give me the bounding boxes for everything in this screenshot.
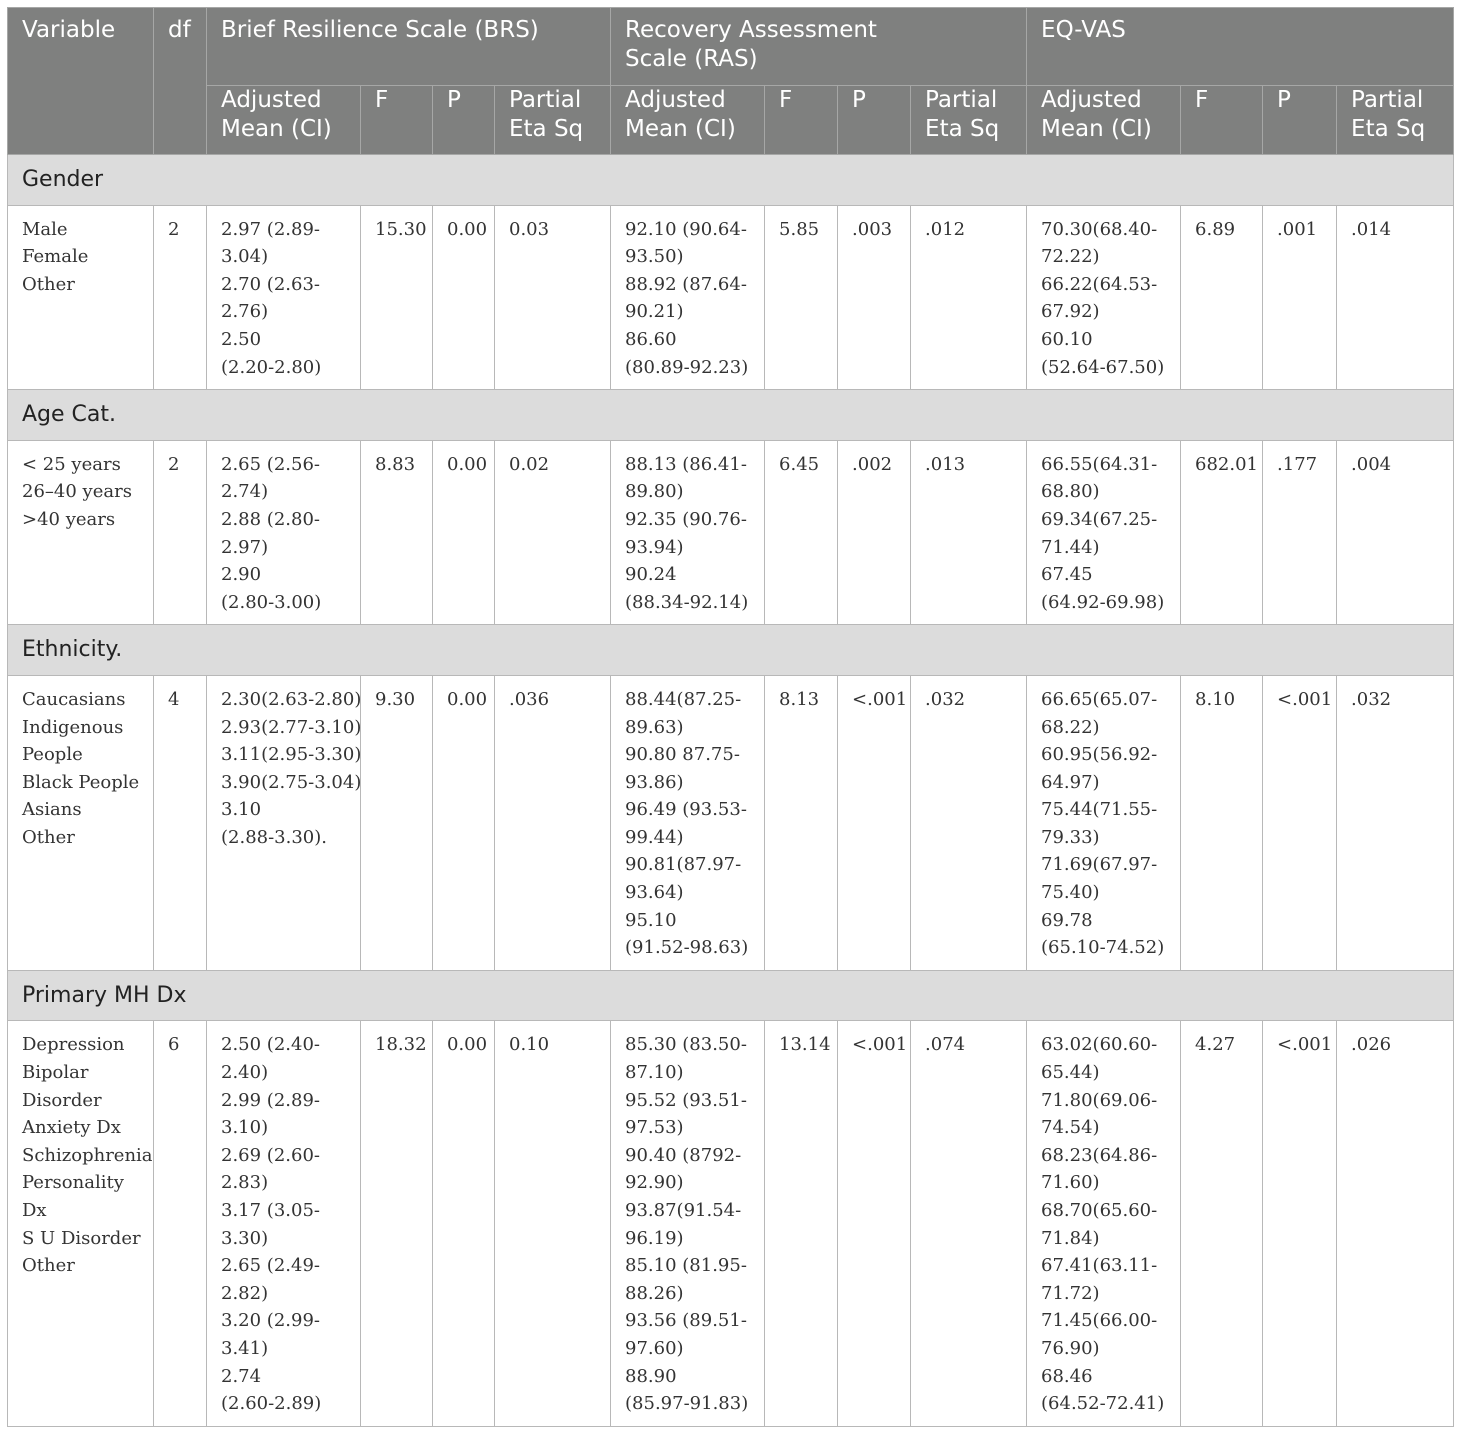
- ras-f-value: 6.45: [765, 440, 838, 625]
- brs-adjusted-mean-line: (2.80-3.00): [221, 591, 322, 613]
- header-brs-mean: Adjusted Mean (CI): [207, 86, 361, 155]
- variable-levels-line: Other: [22, 273, 75, 295]
- ras-f-value: 13.14: [765, 1021, 838, 1426]
- brs-adjusted-mean-line: 2.76): [221, 301, 269, 323]
- brs-adjusted-mean-line: 3.41): [221, 1337, 269, 1359]
- eq-f-value: 6.89: [1181, 205, 1263, 390]
- eq-partial-eta-sq: .026: [1337, 1021, 1454, 1426]
- ras-adjusted-mean-line: 97.53): [625, 1117, 684, 1139]
- ras-f-value: 5.85: [765, 205, 838, 390]
- eq-adjusted-mean-line: 74.54): [1041, 1117, 1100, 1139]
- brs-adjusted-mean-line: 2.65 (2.49-: [221, 1255, 320, 1277]
- eq-adjusted-mean-line: 71.72): [1041, 1282, 1100, 1304]
- brs-adjusted-mean: [207, 440, 361, 625]
- variable-levels-line: Anxiety Dx: [22, 1117, 121, 1139]
- header-eq-f: F: [1181, 86, 1263, 155]
- ras-adjusted-mean-line: 89.80): [625, 481, 684, 503]
- eq-adjusted-mean-line: 69.78: [1041, 909, 1093, 931]
- eq-adjusted-mean-line: 76.90): [1041, 1337, 1100, 1359]
- brs-adjusted-mean-line: 2.74: [221, 1365, 262, 1387]
- eq-adjusted-mean-line: 65.44): [1041, 1062, 1100, 1084]
- table-row: [8, 440, 1454, 625]
- table-row: [8, 205, 1454, 390]
- header-ras-p: P: [838, 86, 911, 155]
- brs-adjusted-mean-line: (2.20-2.80): [221, 356, 322, 378]
- ras-adjusted-mean-line: 90.40 (8792-: [625, 1144, 742, 1166]
- eq-adjusted-mean-line: 68.22): [1041, 716, 1100, 738]
- brs-partial-eta-sq: 0.02: [495, 440, 611, 625]
- eq-partial-eta-sq: .032: [1337, 675, 1454, 970]
- brs-adjusted-mean-line: 2.93(2.77-3.10): [221, 716, 362, 738]
- eq-partial-eta-sq: .014: [1337, 205, 1454, 390]
- eq-adjusted-mean-line: 60.10: [1041, 328, 1093, 350]
- variable-levels-line: Bipolar: [22, 1062, 89, 1084]
- brs-p-value: 0.00: [433, 675, 495, 970]
- ras-adjusted-mean: [611, 675, 765, 970]
- brs-adjusted-mean-line: 3.90(2.75-3.04): [221, 771, 362, 793]
- brs-adjusted-mean-line: 2.97): [221, 536, 269, 558]
- header-brs-eta: Partial Eta Sq: [495, 86, 611, 155]
- eq-adjusted-mean-line: (52.64-67.50): [1041, 356, 1165, 378]
- ras-adjusted-mean: [611, 1021, 765, 1426]
- eq-adjusted-mean-line: 75.40): [1041, 882, 1100, 904]
- eq-adjusted-mean-line: 60.95(56.92-: [1041, 744, 1158, 766]
- brs-adjusted-mean-line: 3.30): [221, 1227, 269, 1249]
- eq-adjusted-mean-line: (64.52-72.41): [1041, 1393, 1165, 1415]
- ras-p-value: <.001: [838, 675, 911, 970]
- header-variable: Variable: [8, 8, 154, 155]
- eq-adjusted-mean-line: 68.46: [1041, 1365, 1093, 1387]
- ras-adjusted-mean-line: 90.24: [625, 564, 677, 586]
- eq-adjusted-mean-line: 67.45: [1041, 564, 1093, 586]
- ras-partial-eta-sq: .012: [911, 205, 1027, 390]
- header-ras-eta: Partial Eta Sq: [911, 86, 1027, 155]
- eq-adjusted-mean-line: 68.80): [1041, 481, 1100, 503]
- eq-adjusted-mean-line: 79.33): [1041, 826, 1100, 848]
- variable-levels-line: People: [22, 744, 83, 766]
- brs-p-value: 0.00: [433, 1021, 495, 1426]
- ras-adjusted-mean-line: 95.10: [625, 909, 677, 931]
- brs-adjusted-mean-line: 2.97 (2.89-: [221, 218, 320, 240]
- ras-adjusted-mean-line: 97.60): [625, 1337, 684, 1359]
- variable-levels-line: Schizophrenia: [22, 1144, 153, 1166]
- eq-adjusted-mean-line: 71.45(66.00-: [1041, 1310, 1158, 1332]
- ras-adjusted-mean-line: 88.26): [625, 1282, 684, 1304]
- ras-adjusted-mean-line: 95.52 (93.51-: [625, 1089, 747, 1111]
- brs-adjusted-mean-line: 2.74): [221, 481, 269, 503]
- variable-levels-line: Indigenous: [22, 716, 124, 738]
- brs-adjusted-mean-line: 2.50 (2.40-: [221, 1034, 320, 1056]
- variable-levels-line: 26–40 years: [22, 481, 132, 503]
- brs-adjusted-mean-line: 3.10: [221, 799, 262, 821]
- ras-adjusted-mean-line: (88.34-92.14): [625, 591, 749, 613]
- variable-levels-line: < 25 years: [22, 453, 121, 475]
- df-cell: 2: [154, 440, 207, 625]
- ras-adjusted-mean-line: 88.92 (87.64-: [625, 273, 747, 295]
- brs-adjusted-mean-line: 3.11(2.95-3.30): [221, 744, 362, 766]
- eq-adjusted-mean-line: 66.22(64.53-: [1041, 273, 1158, 295]
- brs-adjusted-mean: [207, 205, 361, 390]
- section-row: [8, 155, 1454, 206]
- header-brs-f: F: [361, 86, 433, 155]
- variable-levels: [8, 1021, 154, 1426]
- brs-adjusted-mean-line: 2.83): [221, 1172, 269, 1194]
- eq-adjusted-mean-line: 71.44): [1041, 536, 1100, 558]
- ras-adjusted-mean-line: 88.13 (86.41-: [625, 453, 747, 475]
- header-row-subcolumns: [8, 86, 1454, 155]
- eq-p-value: <.001: [1263, 675, 1337, 970]
- brs-adjusted-mean-line: (2.60-2.89): [221, 1393, 322, 1415]
- eq-adjusted-mean-line: 68.70(65.60-: [1041, 1200, 1158, 1221]
- eq-adjusted-mean-line: 70.30(68.40-: [1041, 218, 1158, 240]
- eq-adjusted-mean-line: 67.41(63.11-: [1041, 1255, 1158, 1277]
- brs-adjusted-mean-line: 2.30(2.63-2.80): [221, 688, 362, 710]
- variable-levels-line: Asians: [22, 799, 82, 821]
- eq-partial-eta-sq: .004: [1337, 440, 1454, 625]
- ras-adjusted-mean-line: (80.89-92.23): [625, 356, 749, 378]
- header-ras-f: F: [765, 86, 838, 155]
- variable-levels-line: Depression: [22, 1034, 125, 1056]
- brs-partial-eta-sq: .036: [495, 675, 611, 970]
- section-title: Ethnicity.: [8, 625, 1454, 676]
- brs-p-value: 0.00: [433, 440, 495, 625]
- brs-adjusted-mean-line: 2.88 (2.80-: [221, 508, 320, 530]
- ras-adjusted-mean-line: 89.63): [625, 716, 684, 738]
- ras-p-value: <.001: [838, 1021, 911, 1426]
- brs-adjusted-mean-line: 2.65 (2.56-: [221, 453, 320, 475]
- header-ras-mean: Adjusted Mean (CI): [611, 86, 765, 155]
- header-eq-mean: Adjusted Mean (CI): [1027, 86, 1181, 155]
- header-df: df: [154, 8, 207, 155]
- ras-adjusted-mean-line: 96.49 (93.53-: [625, 799, 747, 821]
- eq-adjusted-mean-line: 75.44(71.55-: [1041, 799, 1158, 821]
- brs-adjusted-mean-line: 3.17 (3.05-: [221, 1200, 320, 1221]
- brs-adjusted-mean-line: 3.10): [221, 1117, 269, 1139]
- table-row: [8, 1021, 1454, 1426]
- eq-adjusted-mean: [1027, 1021, 1181, 1426]
- df-cell: 6: [154, 1021, 207, 1426]
- brs-f-value: 8.83: [361, 440, 433, 625]
- eq-f-value: 4.27: [1181, 1021, 1263, 1426]
- eq-adjusted-mean-line: 66.65(65.07-: [1041, 688, 1158, 710]
- header-ras: Recovery Assessment Scale (RAS): [611, 8, 1027, 86]
- results-table: [7, 7, 1454, 1427]
- variable-levels-line: Personality: [22, 1172, 124, 1194]
- eq-adjusted-mean-line: 69.34(67.25-: [1041, 508, 1158, 530]
- eq-adjusted-mean-line: 72.22): [1041, 246, 1100, 268]
- brs-adjusted-mean-line: 2.50: [221, 328, 262, 350]
- brs-adjusted-mean: [207, 1021, 361, 1426]
- eq-p-value: .001: [1263, 205, 1337, 390]
- ras-adjusted-mean-line: 87.10): [625, 1062, 684, 1084]
- ras-adjusted-mean-line: 93.94): [625, 536, 684, 558]
- section-row: [8, 390, 1454, 441]
- variable-levels-line: >40 years: [22, 508, 116, 530]
- brs-adjusted-mean-line: 2.40): [221, 1062, 269, 1084]
- table-row: [8, 675, 1454, 970]
- ras-adjusted-mean: [611, 440, 765, 625]
- ras-adjusted-mean-line: (91.52-98.63): [625, 937, 749, 959]
- brs-adjusted-mean-line: 2.99 (2.89-: [221, 1089, 320, 1111]
- eq-adjusted-mean-line: 64.97): [1041, 771, 1100, 793]
- eq-adjusted-mean-line: 71.84): [1041, 1227, 1100, 1249]
- header-eq-p: P: [1263, 86, 1337, 155]
- ras-adjusted-mean-line: 93.56 (89.51-: [625, 1310, 747, 1332]
- ras-p-value: .002: [838, 440, 911, 625]
- df-cell: 4: [154, 675, 207, 970]
- ras-adjusted-mean-line: 93.50): [625, 246, 684, 268]
- ras-adjusted-mean-line: 93.87(91.54-: [625, 1200, 742, 1221]
- header-brs-p: P: [433, 86, 495, 155]
- brs-adjusted-mean: [207, 675, 361, 970]
- variable-levels-line: Male: [22, 218, 68, 240]
- ras-adjusted-mean-line: (85.97-91.83): [625, 1393, 749, 1415]
- ras-adjusted-mean-line: 86.60: [625, 328, 677, 350]
- header-row-groups: [8, 8, 1454, 86]
- brs-adjusted-mean-line: 3.04): [221, 246, 269, 268]
- eq-adjusted-mean: [1027, 675, 1181, 970]
- eq-adjusted-mean: [1027, 440, 1181, 625]
- section-row: [8, 970, 1454, 1021]
- ras-adjusted-mean-line: 90.80 87.75-: [625, 744, 740, 766]
- eq-adjusted-mean-line: 66.55(64.31-: [1041, 453, 1158, 475]
- ras-adjusted-mean-line: 85.30 (83.50-: [625, 1034, 747, 1056]
- brs-adjusted-mean-line: 2.82): [221, 1282, 269, 1304]
- ras-adjusted-mean-line: 90.21): [625, 301, 684, 323]
- brs-adjusted-mean-line: 2.69 (2.60-: [221, 1144, 320, 1166]
- variable-levels-line: Other: [22, 826, 75, 848]
- brs-partial-eta-sq: 0.10: [495, 1021, 611, 1426]
- ras-adjusted-mean-line: 92.35 (90.76-: [625, 508, 747, 530]
- brs-adjusted-mean-line: 2.90: [221, 564, 262, 586]
- ras-adjusted-mean-line: 88.44(87.25-: [625, 688, 742, 710]
- ras-adjusted-mean-line: 85.10 (81.95-: [625, 1255, 747, 1277]
- df-cell: 2: [154, 205, 207, 390]
- variable-levels: [8, 205, 154, 390]
- eq-p-value: <.001: [1263, 1021, 1337, 1426]
- eq-adjusted-mean-line: 71.60): [1041, 1172, 1100, 1194]
- ras-adjusted-mean-line: 93.64): [625, 882, 684, 904]
- ras-adjusted-mean-line: 92.90): [625, 1172, 684, 1194]
- ras-adjusted-mean-line: 90.81(87.97-: [625, 854, 742, 876]
- ras-p-value: .003: [838, 205, 911, 390]
- ras-adjusted-mean: [611, 205, 765, 390]
- eq-adjusted-mean-line: (65.10-74.52): [1041, 937, 1165, 959]
- ras-adjusted-mean-line: 99.44): [625, 826, 684, 848]
- section-title: Gender: [8, 155, 1454, 206]
- variable-levels-line: Dx: [22, 1200, 47, 1221]
- variable-levels-line: Caucasians: [22, 688, 126, 710]
- eq-adjusted-mean-line: 63.02(60.60-: [1041, 1034, 1158, 1056]
- variable-levels-line: S U Disorder: [22, 1227, 141, 1249]
- eq-adjusted-mean-line: 67.92): [1041, 301, 1100, 323]
- ras-adjusted-mean-line: 88.90: [625, 1365, 677, 1387]
- header-eq-vas: EQ-VAS: [1027, 8, 1454, 86]
- variable-levels: [8, 440, 154, 625]
- brs-f-value: 15.30: [361, 205, 433, 390]
- header-brs: Brief Resilience Scale (BRS): [207, 8, 611, 86]
- table-body: [8, 155, 1454, 1427]
- section-title: Age Cat.: [8, 390, 1454, 441]
- eq-adjusted-mean: [1027, 205, 1181, 390]
- brs-p-value: 0.00: [433, 205, 495, 390]
- ras-partial-eta-sq: .013: [911, 440, 1027, 625]
- eq-f-value: 8.10: [1181, 675, 1263, 970]
- variable-levels-line: Black People: [22, 771, 140, 793]
- header-eq-eta: Partial Eta Sq: [1337, 86, 1454, 155]
- ras-partial-eta-sq: .032: [911, 675, 1027, 970]
- eq-adjusted-mean-line: 71.80(69.06-: [1041, 1089, 1158, 1111]
- eq-adjusted-mean-line: (64.92-69.98): [1041, 591, 1165, 613]
- brs-f-value: 18.32: [361, 1021, 433, 1426]
- brs-adjusted-mean-line: 3.20 (2.99-: [221, 1310, 320, 1332]
- eq-f-value: 682.01: [1181, 440, 1263, 625]
- brs-f-value: 9.30: [361, 675, 433, 970]
- ras-adjusted-mean-line: 92.10 (90.64-: [625, 218, 747, 240]
- eq-adjusted-mean-line: 71.69(67.97-: [1041, 854, 1158, 876]
- eq-adjusted-mean-line: 68.23(64.86-: [1041, 1144, 1158, 1166]
- brs-adjusted-mean-line: (2.88-3.30).: [221, 826, 328, 848]
- ras-adjusted-mean-line: 93.86): [625, 771, 684, 793]
- ras-f-value: 8.13: [765, 675, 838, 970]
- variable-levels-line: Female: [22, 246, 89, 268]
- variable-levels-line: Other: [22, 1255, 75, 1277]
- section-title: Primary MH Dx: [8, 970, 1454, 1021]
- brs-adjusted-mean-line: 2.70 (2.63-: [221, 273, 320, 295]
- ras-partial-eta-sq: .074: [911, 1021, 1027, 1426]
- variable-levels-line: Disorder: [22, 1089, 102, 1111]
- brs-partial-eta-sq: 0.03: [495, 205, 611, 390]
- variable-levels: [8, 675, 154, 970]
- section-row: [8, 625, 1454, 676]
- ras-adjusted-mean-line: 96.19): [625, 1227, 684, 1249]
- eq-p-value: .177: [1263, 440, 1337, 625]
